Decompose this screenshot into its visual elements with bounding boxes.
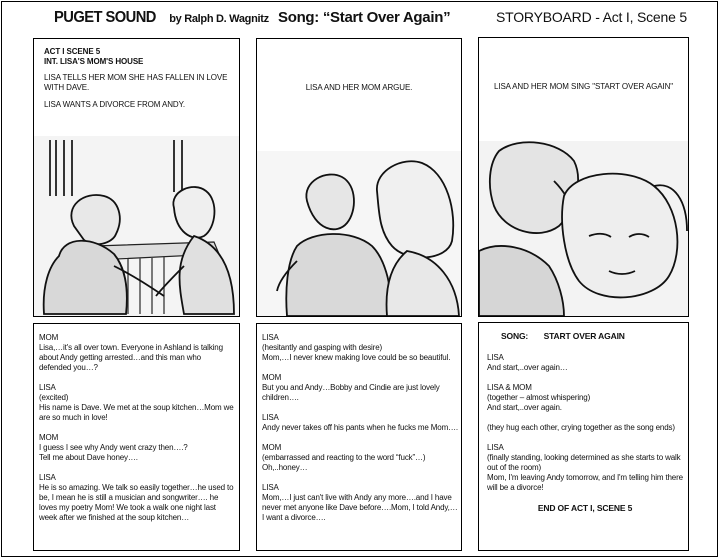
dialogue-block: LISA Mom,…I just can't live with Andy any more….and I have never met anyone like Dave before….Mom, I told Andy,… I want a divorce….: [262, 483, 458, 522]
scene-location: INT. LISA'S MOM'S HOUSE: [44, 57, 144, 66]
dialogue-block: MOM (embarrassed and reacting to the word “fuck”…) Oh,..honey…: [262, 443, 426, 472]
panel-1-description-2: LISA WANTS A DIVORCE FROM ANDY.: [44, 100, 185, 109]
dialogue-block: LISA He is so amazing. We talk so easily together…he used to be, I mean he is still a musician and songwriter…. he loves my poetry Mom! We took a walk one night last week after we finished at the soup kitchen…: [39, 473, 234, 522]
panel-1-description-1: LISA TELLS HER MOM SHE HAS FALLEN IN LOVE WITH DAVE.: [44, 73, 228, 92]
dialogue-block: MOM I guess I see why Andy went crazy then….? Tell me about Dave honey….: [39, 433, 188, 462]
panel-3-sketch: [479, 141, 688, 316]
end-of-scene-label: END OF ACT I, SCENE 5: [537, 503, 633, 513]
script-box-1: [33, 323, 240, 551]
dialogue-block: LISA (hesitantly and gasping with desire) Mom,…I never knew making love could be so beautiful.: [262, 333, 451, 362]
panel-1-sketch: [34, 136, 239, 316]
dialogue-block: MOM Lisa,…it's all over town. Everyone in Ashland is talking about Andy getting arrested…and this man who defended you…?: [39, 333, 223, 372]
panel-3-description: LISA AND HER MOM SING "START OVER AGAIN": [493, 82, 674, 91]
panel-2-description: LISA AND HER MOM ARGUE.: [305, 83, 413, 92]
script-box-3: [478, 322, 689, 551]
song-title: Song: “Start Over Again”: [278, 9, 451, 26]
storyboard-panel-3: [478, 37, 689, 317]
song-label: SONG: START OVER AGAIN: [501, 331, 625, 341]
panel-2-sketch: [257, 151, 461, 316]
script-box-2: [256, 323, 462, 551]
storyboard-title: STORYBOARD - Act I, Scene 5: [496, 9, 687, 25]
dialogue-block: LISA Andy never takes off his pants when he fucks me Mom….: [262, 413, 458, 432]
dialogue-list-1: [39, 333, 235, 533]
dialogue-block: MOM But you and Andy…Bobby and Cindie are just lovely children….: [262, 373, 440, 402]
dialogue-list-2: [262, 333, 458, 533]
header-brand: [54, 9, 269, 33]
dialogue-block: LISA & MOM (together – almost whispering) And start,..over again.: [487, 383, 591, 412]
dialogue-block: LISA (finally standing, looking determined as she starts to walk out of the room) Mom, I'm leaving Andy tomorrow, and I'm telling him there will be a divorce!: [487, 443, 683, 492]
dialogue-block: LISA And start,..over again…: [487, 353, 568, 372]
storyboard-panel-2: [256, 38, 462, 317]
brand-title: PUGET SOUND: [54, 9, 156, 26]
dialogue-block: (they hug each other, crying together as the song ends): [487, 423, 675, 432]
author-byline: by Ralph D. Wagnitz: [169, 13, 269, 25]
storyboard-panel-1: [33, 38, 240, 317]
scene-heading: ACT I SCENE 5: [44, 47, 101, 56]
dialogue-list-3: [487, 331, 683, 513]
dialogue-block: LISA (excited) His name is Dave. We met at the soup kitchen…Mom we are so much in love!: [39, 383, 234, 422]
